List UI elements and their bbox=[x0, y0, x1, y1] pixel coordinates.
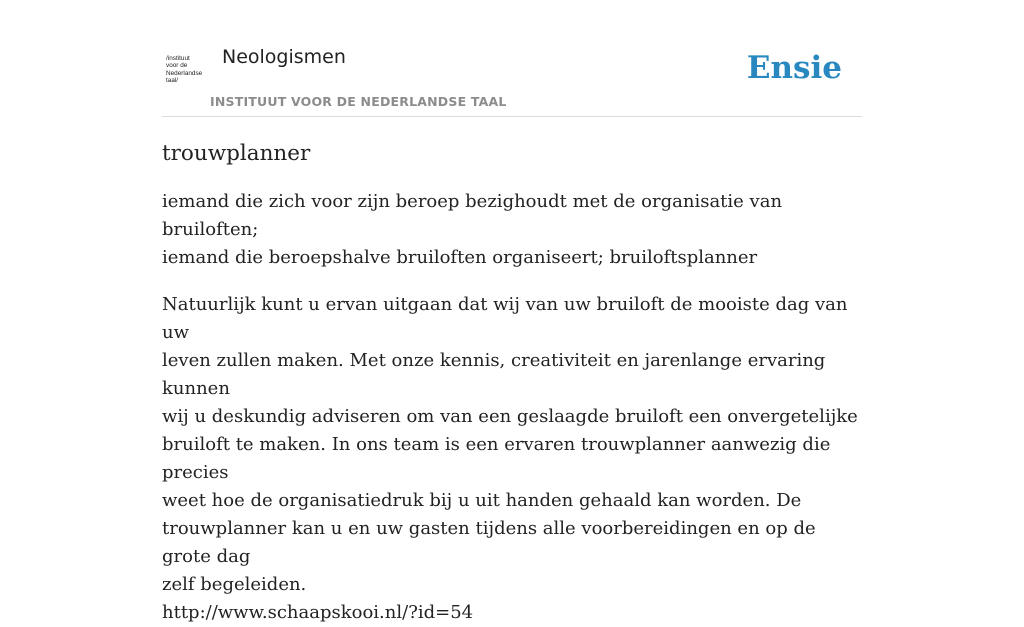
app-name[interactable]: Neologismen bbox=[222, 46, 346, 68]
logo-text-line: voor de bbox=[166, 62, 188, 70]
quote-line: wij u deskundig adviseren om van een geslaagde bruiloft een onvergetelijke bbox=[162, 406, 858, 427]
logo-text-line: taal/ bbox=[166, 77, 179, 85]
quote-line: zelf begeleiden. bbox=[162, 574, 307, 595]
quote-line: trouwplanner kan u en uw gasten tijdens alle voorbereidingen en op de grote dag bbox=[162, 518, 816, 567]
logo-text-line: /instituut bbox=[166, 55, 190, 62]
quote-line: leven zullen maken. Met onze kennis, creativiteit en jarenlange ervaring kunnen bbox=[162, 350, 826, 399]
quote-line: Natuurlijk kunt u ervan uitgaan dat wij van uw bruiloft de mooiste dag van uw bbox=[162, 294, 848, 343]
page-title: trouwplanner bbox=[162, 141, 311, 166]
quote-line: bruiloft te maken. In ons team is een ervaren trouwplanner aanwezig die precies bbox=[162, 434, 831, 483]
definition-line: iemand die beroepshalve bruiloften organiseert; bruiloftsplanner bbox=[162, 247, 758, 268]
institute-name: INSTITUUT VOOR DE NEDERLANDSE TAAL bbox=[210, 94, 507, 109]
definition-line: iemand die zich voor zijn beroep bezighoudt met de organisatie van bruiloften; bbox=[162, 191, 783, 240]
institute-logo[interactable] bbox=[166, 55, 208, 91]
source-link[interactable]: http://www.schaapskooi.nl/?id=54 bbox=[162, 602, 474, 623]
brand-logo[interactable]: Ensie bbox=[746, 50, 842, 86]
quote-line: weet hoe de organisatiedruk bij u uit handen gehaald kan worden. De bbox=[162, 490, 802, 511]
entry bbox=[162, 138, 862, 627]
header bbox=[162, 40, 862, 117]
logo-text-line: Nederlandse bbox=[166, 69, 203, 77]
definition bbox=[162, 188, 862, 272]
example-quote bbox=[162, 291, 862, 599]
